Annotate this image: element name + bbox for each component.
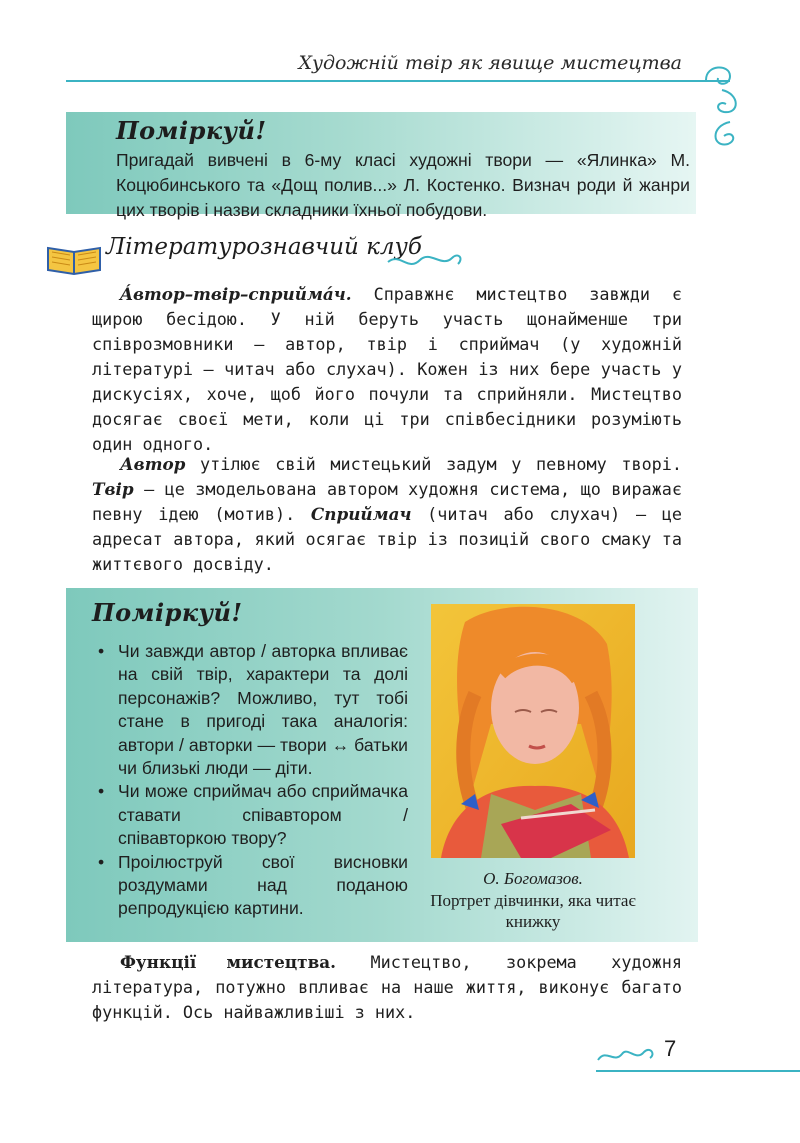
paragraph-2-text-1: утілює свій мистецький задум у певному творі. xyxy=(185,454,682,474)
caption-title: Портрет дівчинки, яка читає книжку xyxy=(430,890,636,931)
term-work: Твір xyxy=(92,479,134,499)
think-box-title: Поміркуй! xyxy=(92,598,243,627)
bullet-icon: • xyxy=(98,641,105,661)
think-box-intro xyxy=(66,112,696,220)
literary-club-heading xyxy=(44,232,464,278)
list-item: • Чи може сприймач або сприймачка ставати співавтором / співавторкою твору? xyxy=(98,781,408,849)
paragraph-2-text-3: (читач або слухач) — це адресат автора, який осягає твір із позицій свого смаку та життєвого досвіду. xyxy=(92,504,682,574)
running-header: Художній твір як явище мистецтва xyxy=(298,52,682,74)
caption-author: О. Богомазов. xyxy=(483,869,583,888)
paragraph-2-text-2: — це змодельована автором художня система, що виражає певну ідею (мотив). xyxy=(92,479,682,524)
paragraph-art-functions xyxy=(92,950,682,1025)
paragraph-definitions xyxy=(92,452,682,577)
club-swirl-ornament xyxy=(386,246,466,276)
page-number: 7 xyxy=(664,1036,677,1061)
footer-swirl-ornament xyxy=(596,1040,660,1068)
painting-caption xyxy=(424,868,642,933)
footer-rule xyxy=(596,1070,800,1072)
term-art-functions: Функції мистецтва. xyxy=(120,952,336,972)
header-swirl-ornament xyxy=(700,60,746,156)
think-box-text: Пригадай вивчені в 6-му класі художні твори — «Ялинка» М. Коцюбинського та «Дощ полив...» Л. Костенко. Визнач роди й жанри цих творів і назви складники їхньої побудови. xyxy=(116,150,690,220)
bullet-icon: • xyxy=(98,781,105,802)
paragraph-author-work-perceiver xyxy=(92,282,682,457)
list-item: • Чи завжди автор / авторка впливає на свій твір, характери та долі персонажів? Можливо, тут тобі стане в пригоді така аналогія: автори / авторки — твори ↔ батьки чи близькі люди — діти. xyxy=(98,641,408,779)
think-box-title: Поміркуй! xyxy=(116,116,267,145)
bullet-icon: • xyxy=(98,851,105,872)
open-book-icon xyxy=(44,242,104,276)
list-item: • Проілюструй свої висновки роздумами над поданою репродукцією картини. xyxy=(98,851,408,919)
term-author: Автор xyxy=(120,454,186,474)
painting-girl-reading xyxy=(431,604,635,858)
paragraph-3-text: Мистецтво, зокрема художня література, потужно впливає на наше життя, виконує багато функцій. Ось найважливіші з них. xyxy=(92,952,682,1022)
term-perceiver: Сприймач xyxy=(310,504,412,524)
term-author-work-perceiver: Áвтор–твір–сприймáч. xyxy=(120,284,352,304)
reflection-bullet-list xyxy=(92,640,408,921)
literary-club-title: Літературознавчий клуб xyxy=(106,234,422,260)
paragraph-1-text: Справжнє мистецтво завжди є щирою бесідою. У ній беруть участь щонайменше три співрозмовники — автор, твір і сприймач (у художній літературі — читач або слухач). Кожен із них бере участь у дискусіях, хоче, щоб його почули та сприйняли. Мистецтво досягає своєї мети, коли ці три співбесідники розуміють один одного. xyxy=(92,284,682,454)
header-rule xyxy=(66,80,730,82)
